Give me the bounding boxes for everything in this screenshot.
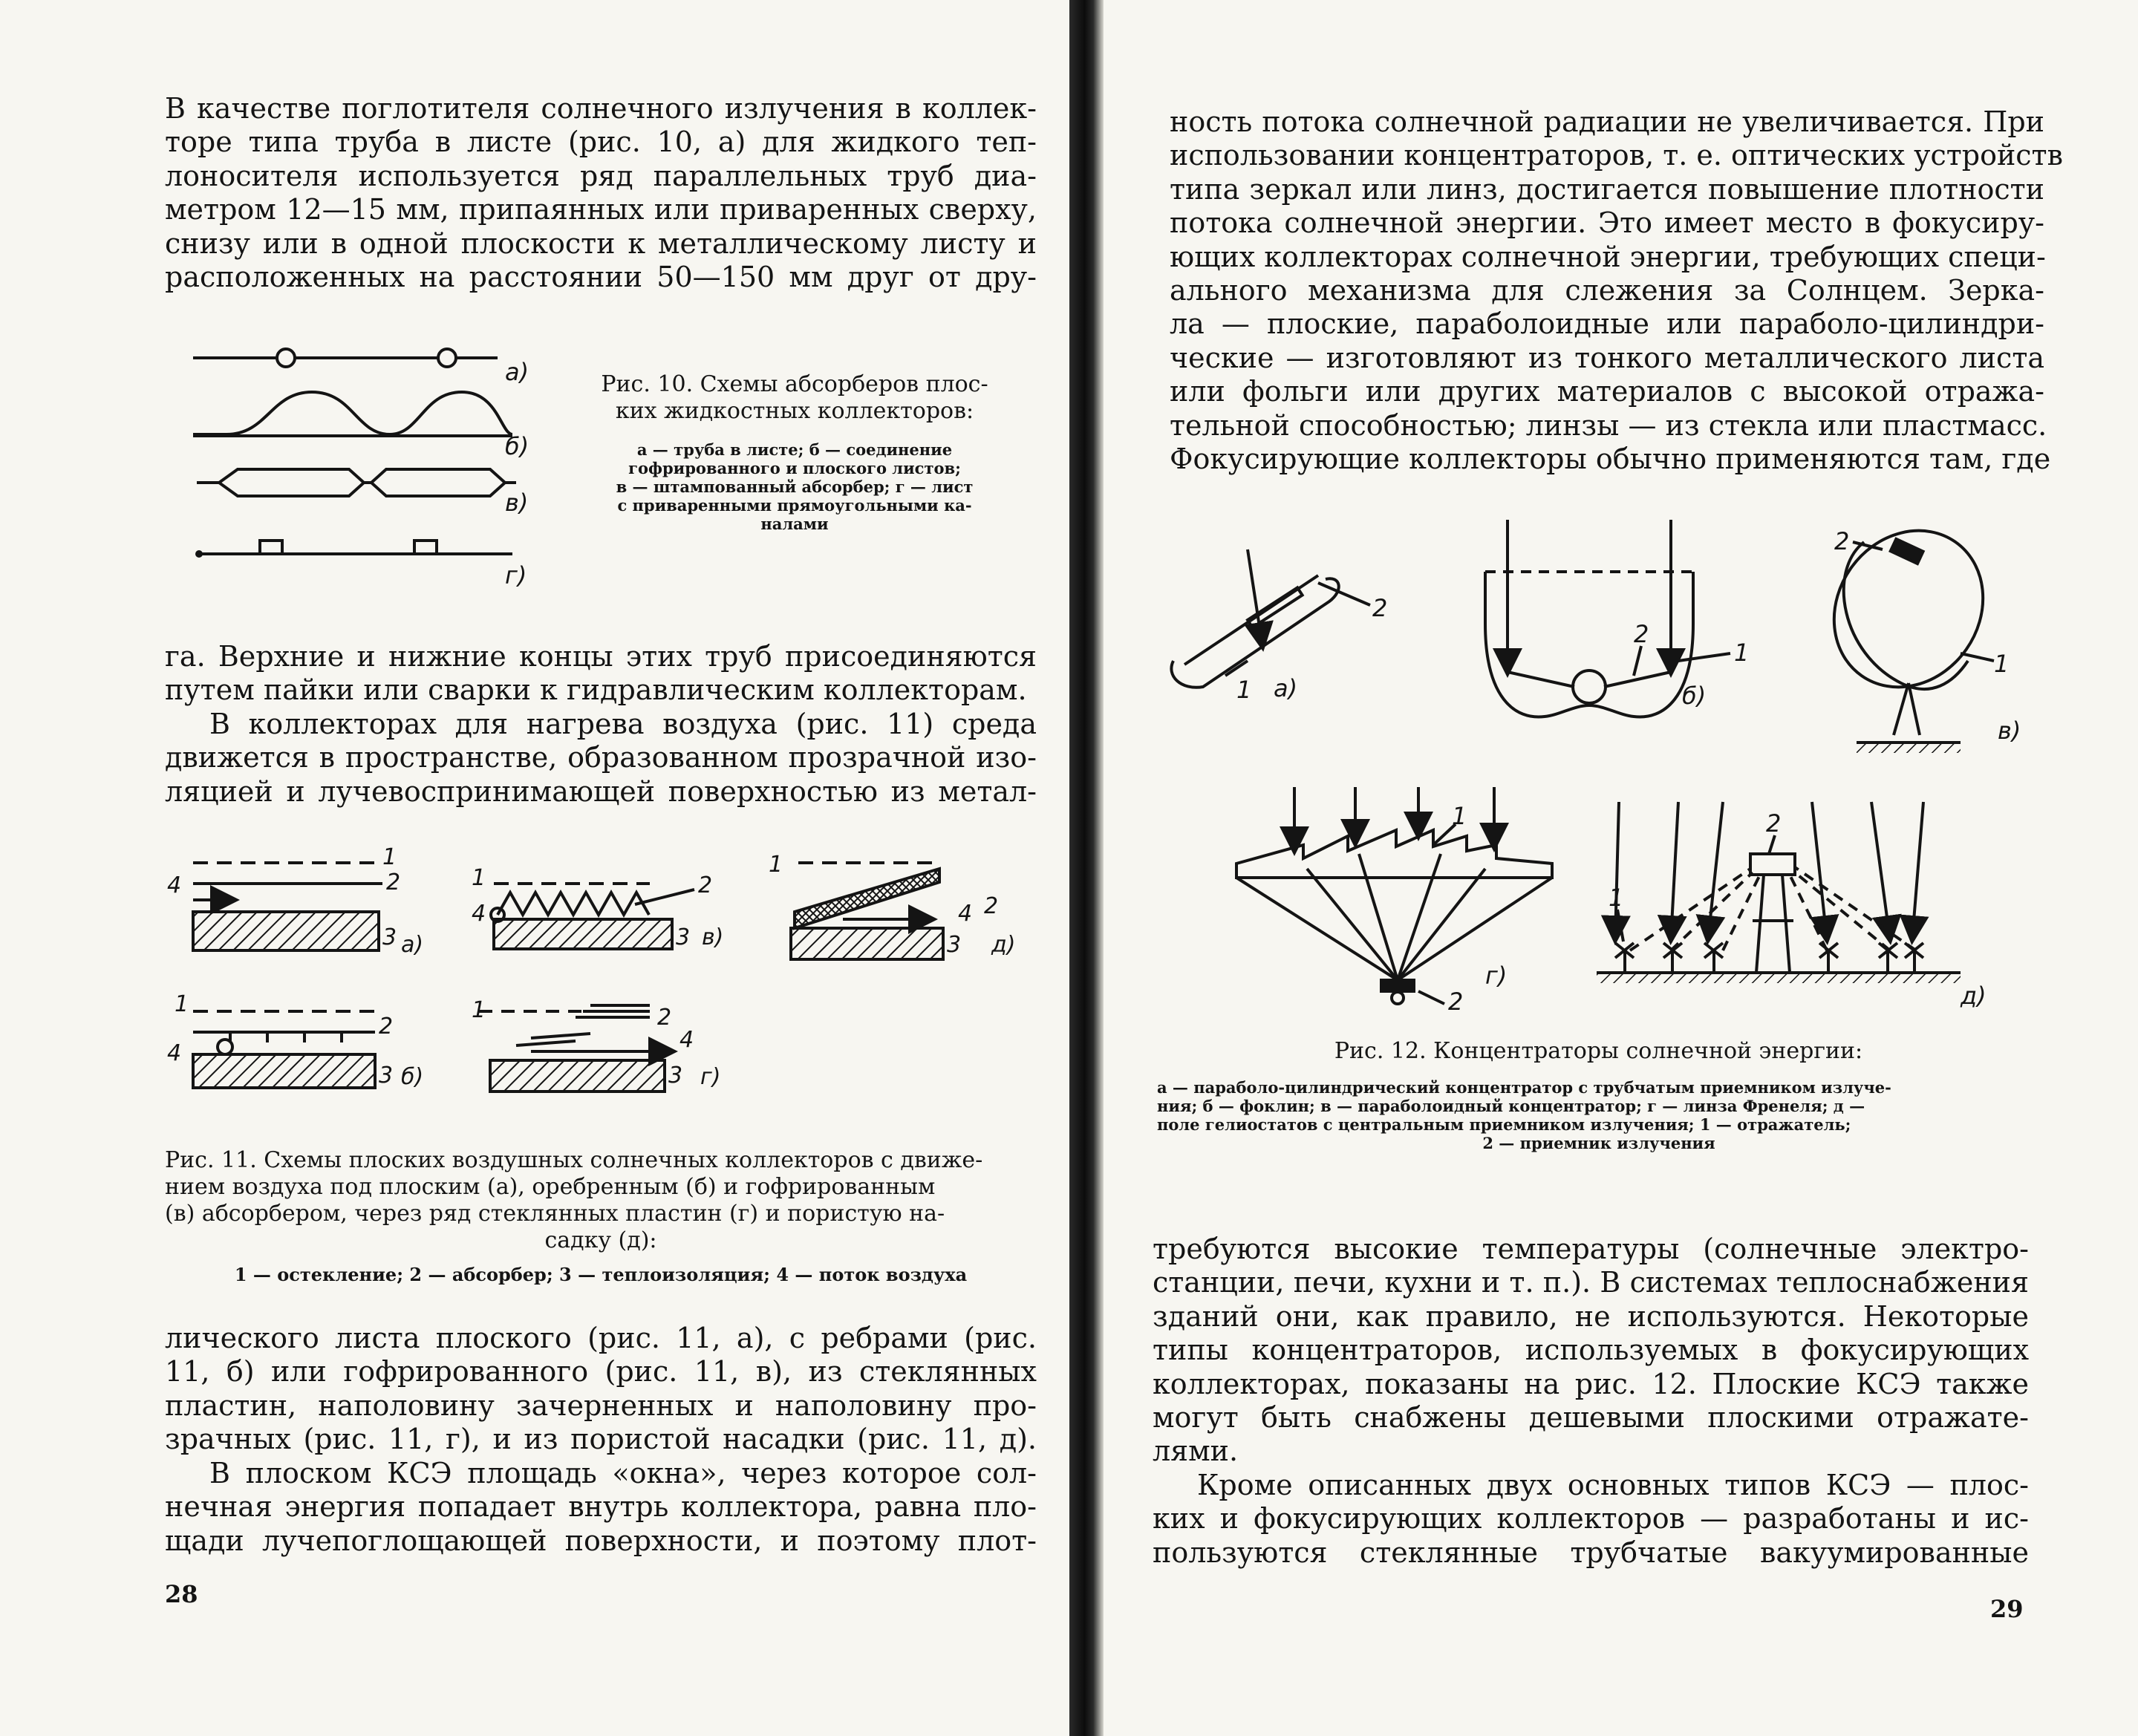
- fig10-a-tube: [438, 349, 456, 367]
- right-paragraph-3: [1153, 1469, 2029, 1570]
- caption-line: Рис. 10. Схемы абсорберов плос-: [601, 371, 988, 397]
- text-line: тельной способностью; линзы — из стекла или пластмасс.: [1170, 408, 2047, 442]
- fig11-label-v: в): [702, 924, 724, 950]
- figure-10-legend: [576, 440, 1014, 533]
- fig12-label-d: д): [1961, 982, 1987, 1010]
- figure-11-caption: [165, 1147, 1037, 1254]
- fig12-num-2: 2: [1448, 988, 1464, 1016]
- text-line: щади лучепоглощающей поверхности, и поэтому плот-: [165, 1524, 1037, 1557]
- fig10-label-a: а): [505, 358, 529, 386]
- caption-line: (в) абсорбером, через ряд стеклянных пластин (г) и пористую на-: [165, 1201, 945, 1227]
- figure-12-drawing: [1158, 505, 2035, 1025]
- text-line: га. Верхние и нижние концы этих труб присоединяются: [165, 640, 1037, 673]
- right-paragraph-1: [1170, 105, 2063, 476]
- left-paragraph-5: [165, 1457, 1037, 1558]
- text-line: В плоском КСЭ площадь «окна», через которое сол-: [209, 1457, 1037, 1489]
- text-line: 11, б) или гофрированного (рис. 11, в), из стеклянных: [165, 1355, 1037, 1389]
- fig10-g-channel: [414, 541, 437, 554]
- legend-line: 1 — остекление; 2 — абсорбер; 3 — теплоизоляция; 4 — поток воздуха: [234, 1264, 968, 1285]
- text-line: лоносителя используется ряд параллельных труб диа-: [165, 159, 1037, 192]
- text-line: пользуются стеклянные трубчатые вакуумированные: [1153, 1536, 2029, 1569]
- figure-10-caption: [572, 371, 1017, 425]
- fig10-v-bottom: [219, 483, 505, 496]
- fig12-num-2: 2: [1634, 620, 1649, 648]
- fig10-a-tube: [277, 349, 295, 367]
- text-line: ческие — изготовляют из тонкого металлического листа: [1170, 341, 2044, 374]
- fig12-num-2: 2: [1834, 527, 1850, 555]
- fig11-num-1: 1: [382, 846, 397, 870]
- fig11-label-d: д): [991, 932, 1016, 958]
- text-line: зрачных (рис. 11, г), и из пористой насадки (рис. 11, д).: [165, 1423, 1037, 1456]
- text-line: нечная энергия попадает внутрь коллектора, равна пло-: [165, 1490, 1037, 1524]
- text-line: ющих коллекторах солнечной энергии, требующих специ-: [1170, 240, 2046, 273]
- fig12-num-2: 2: [1766, 809, 1782, 838]
- fig11-num-2: 2: [698, 872, 713, 898]
- text-line: потока солнечной энергии. Это имеет место в фокусиру-: [1170, 206, 2044, 240]
- fig12-num-1: 1: [1452, 802, 1467, 830]
- figure-10-drawing: [186, 334, 542, 594]
- text-line: коллекторах, показаны на рис. 12. Плоские КСЭ также: [1153, 1367, 2029, 1400]
- fig11-label-a: а): [401, 932, 424, 958]
- fig11-a-insulation: [193, 912, 379, 950]
- fig12-num-1: 1: [1609, 884, 1624, 912]
- text-line: В коллекторах для нагрева воздуха (рис. 11) среда: [209, 708, 1037, 740]
- text-line: ла — плоские, параболоидные или параболо-цилиндри-: [1170, 307, 2044, 341]
- fig11-num-4: 4: [679, 1027, 694, 1053]
- text-line: станции, печи, кухни и т. п.). В системах теплоснабжения: [1153, 1266, 2029, 1299]
- fig11-num-2: 2: [984, 893, 999, 919]
- text-line: или фольги или других материалов с высокой отража-: [1170, 375, 2044, 408]
- text-line: зданий они, как правило, не используются. Некоторые: [1153, 1299, 2029, 1333]
- left-paragraph-4: [165, 1322, 1037, 1457]
- figure-11-legend: [165, 1264, 1037, 1286]
- text-line: типа зеркал или линз, достигается повышение плотности: [1170, 172, 2044, 206]
- text-line: могут быть снабжены дешевыми плоскими отражате-: [1153, 1401, 2029, 1435]
- book-spine: [1069, 0, 1104, 1736]
- fig12-num-2: 2: [1372, 594, 1388, 622]
- text-line: типы концентраторов, используемых в фокусирующих: [1153, 1334, 2029, 1367]
- fig11-num-1: 1: [175, 991, 189, 1017]
- fig11-g-insulation: [490, 1060, 665, 1091]
- text-line: метром 12—15 мм, припаянных или приваренных сверху,: [165, 193, 1037, 226]
- text-line: Кроме описанных двух основных типов КСЭ — плос-: [1197, 1469, 2029, 1501]
- fig11-num-3: 3: [676, 924, 691, 950]
- text-line: В качестве поглотителя солнечного излучения в коллек-: [165, 92, 1037, 125]
- legend-line: гофрированного и плоского листов;: [628, 459, 961, 477]
- fig11-v-corrugated: [498, 893, 649, 915]
- legend-line: 2 — приемник излучения: [1482, 1134, 1715, 1152]
- fig11-num-4: 4: [472, 901, 486, 927]
- text-line: пластин, наполовину зачерненных и наполовину про-: [165, 1389, 1037, 1422]
- text-line: требуются высокие температуры (солнечные электро-: [1153, 1233, 2029, 1265]
- fig11-num-3: 3: [668, 1063, 683, 1089]
- text-line: Фокусирующие коллекторы обычно применяются там, где: [1170, 443, 2051, 476]
- text-line: движется в пространстве, образованном прозрачной изо-: [165, 741, 1037, 774]
- fig10-label-g: г): [505, 561, 527, 590]
- figure-11-drawing: [160, 846, 1058, 1106]
- left-paragraph-2: [165, 640, 1037, 708]
- fig11-num-3: 3: [947, 932, 962, 958]
- caption-line: Рис. 12. Концентраторы солнечной энергии:: [1334, 1038, 1863, 1064]
- text-line: ность потока солнечной радиации не увеличивается. При: [1170, 105, 2044, 138]
- fig11-b-flow-marker: [218, 1040, 232, 1054]
- fig11-num-3: 3: [382, 924, 397, 950]
- fig11-num-2: 2: [386, 869, 401, 895]
- text-line: лями.: [1153, 1435, 1239, 1468]
- fig11-num-3: 3: [379, 1063, 394, 1089]
- text-line: лического листа плоского (рис. 11, а), с ребрами (рис.: [165, 1322, 1037, 1354]
- text-line: расположенных на расстоянии 50—150 мм друг от дру-: [165, 261, 1037, 294]
- text-line: ких и фокусирующих коллекторов — разработаны и ис-: [1153, 1502, 2029, 1536]
- caption-line: ких жидкостных коллекторов:: [615, 398, 974, 424]
- page-number-left: 28: [165, 1580, 198, 1608]
- fig12-num-1: 1: [1236, 676, 1252, 704]
- text-line: путем пайки или сварки к гидравлическим коллекторам.: [165, 673, 1027, 707]
- left-paragraph-1: [165, 92, 1037, 294]
- fig11-num-4: 4: [958, 901, 973, 927]
- fig11-num-4: 4: [167, 1040, 182, 1066]
- legend-line: а — параболо-цилиндрический концентратор с трубчатым приемником излуче-: [1157, 1078, 1891, 1097]
- text-line: ляцией и лучевоспринимающей поверхностью из метал-: [165, 774, 1037, 808]
- fig12-label-v: в): [1998, 717, 2021, 745]
- fig12-label-b: б): [1682, 682, 1707, 710]
- fig10-g-channel: [260, 541, 282, 554]
- fig11-label-b: б): [401, 1064, 424, 1090]
- fig12-num-1: 1: [1734, 639, 1750, 667]
- figure-12-legend: [1157, 1078, 2041, 1152]
- text-line: использовании концентраторов, т. е. оптических устройств: [1170, 139, 2063, 172]
- fig10-label-v: в): [505, 489, 529, 517]
- caption-line: Рис. 11. Схемы плоских воздушных солнечных коллекторов с движе-: [165, 1147, 983, 1173]
- text-line: снизу или в одной плоскости к металлическому листу и: [165, 226, 1037, 260]
- text-line: торе типа труба в листе (рис. 10, а) для жидкого теп-: [165, 125, 1037, 159]
- legend-line: поле гелиостатов с центральным приемником излучения; 1 — отражатель;: [1157, 1115, 1851, 1134]
- fig11-num-1: 1: [769, 852, 783, 878]
- fig11-label-g: г): [700, 1064, 721, 1090]
- caption-line: садку (д):: [544, 1227, 657, 1253]
- fig11-num-2: 2: [657, 1005, 672, 1031]
- fig11-d-insulation: [791, 928, 943, 959]
- caption-line: нием воздуха под плоским (а), оребренным (б) и гофрированным: [165, 1174, 936, 1200]
- legend-line: налами: [760, 515, 829, 533]
- figure-12-caption: [1158, 1038, 2038, 1065]
- right-paragraph-2: [1153, 1233, 2029, 1469]
- left-paragraph-3: [165, 708, 1037, 809]
- fig11-num-4: 4: [167, 872, 182, 898]
- legend-line: а — труба в листе; б — соединение: [636, 440, 953, 459]
- fig12-a-trough: [1171, 549, 1370, 688]
- fig11-num-2: 2: [379, 1014, 394, 1040]
- legend-line: в — штампованный абсорбер; г — лист: [616, 477, 974, 496]
- fig11-num-1: 1: [472, 997, 486, 1023]
- text-line: ального механизма для слежения за Солнцем. Зерка-: [1170, 274, 2044, 307]
- legend-line: с приваренными прямоугольными ка-: [617, 496, 972, 515]
- fig10-b-corrugated: [193, 392, 512, 434]
- fig10-v-top: [197, 469, 516, 483]
- fig12-num-1: 1: [1994, 650, 2010, 678]
- legend-line: ния; б — фоклин; в — параболоидный концентратор; г — линза Френеля; д —: [1157, 1097, 1865, 1115]
- fig12-label-g: г): [1485, 962, 1508, 990]
- fig12-label-a: а): [1274, 674, 1298, 702]
- fig11-num-1: 1: [472, 865, 486, 891]
- fig10-label-b: б): [505, 432, 529, 460]
- fig11-v-insulation: [494, 919, 672, 949]
- page-number-right: 29: [1990, 1595, 2024, 1623]
- fig11-b-insulation: [193, 1054, 375, 1088]
